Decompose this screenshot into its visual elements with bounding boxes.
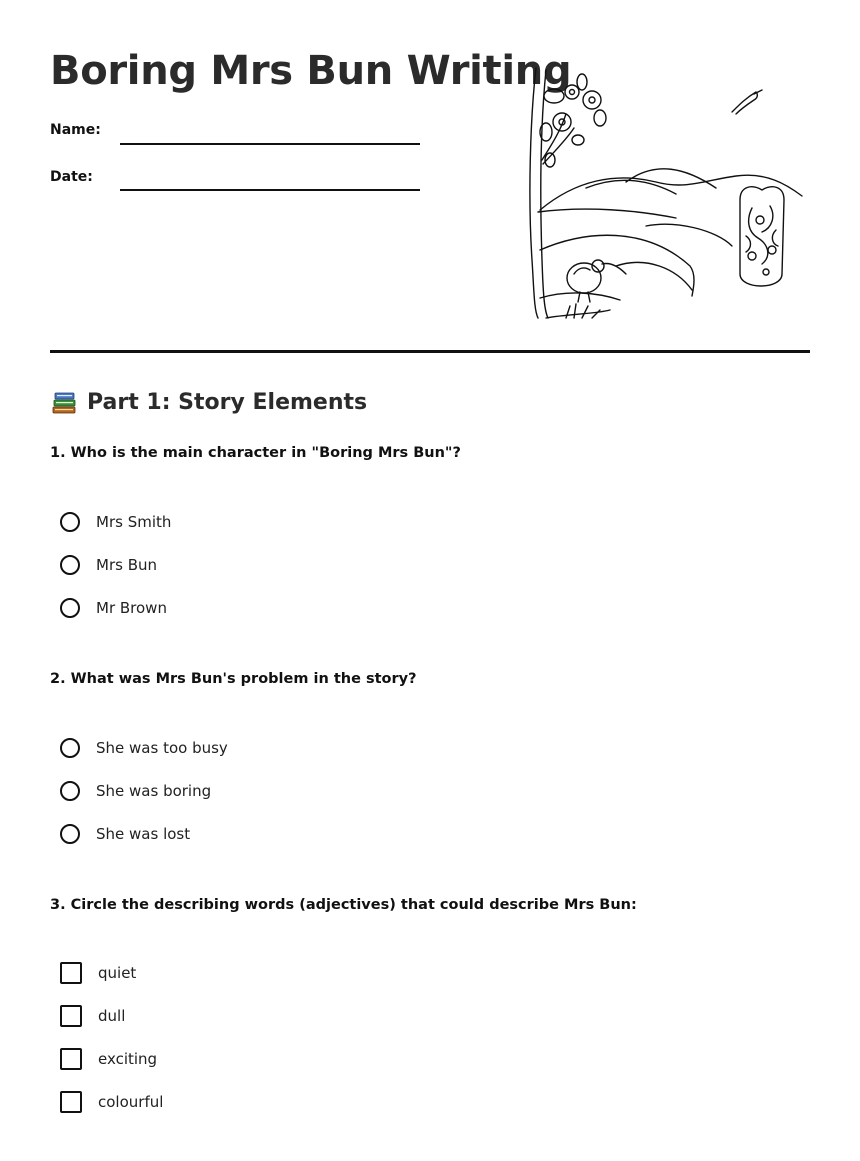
landscape-kiwi-illustration: [526, 60, 806, 322]
option-label: Mrs Bun: [96, 556, 157, 574]
q1-option-3[interactable]: [60, 595, 167, 621]
checkbox[interactable]: [60, 1048, 82, 1070]
section-title-text: Part 1: Story Elements: [87, 389, 368, 415]
q2-option-2[interactable]: [60, 778, 211, 804]
option-label: dull: [98, 1007, 126, 1025]
option-label: exciting: [98, 1050, 158, 1068]
checkbox[interactable]: [60, 1091, 82, 1113]
books-icon: [50, 388, 78, 416]
page-title: Boring Mrs Bun Writing: [50, 48, 572, 94]
option-label: Mrs Smith: [96, 513, 172, 531]
option-label: She was boring: [96, 782, 212, 800]
q2-option-1[interactable]: [60, 735, 228, 761]
radio-button[interactable]: [60, 598, 80, 618]
radio-button[interactable]: [60, 781, 80, 801]
q3-option-2[interactable]: [60, 1003, 125, 1029]
checkbox[interactable]: [60, 962, 82, 984]
option-label: She was lost: [96, 825, 191, 843]
date-field[interactable]: [120, 189, 420, 191]
date-label: Date:: [50, 169, 93, 185]
section-divider: [50, 350, 810, 353]
name-label: Name:: [50, 122, 101, 138]
q1-option-2[interactable]: [60, 552, 157, 578]
q2-option-3[interactable]: [60, 821, 190, 847]
question-2-text: 2. What was Mrs Bun's problem in the story?: [50, 671, 417, 687]
q3-option-4[interactable]: [60, 1089, 163, 1115]
question-3-text: 3. Circle the describing words (adjectives) that could describe Mrs Bun:: [50, 897, 637, 913]
radio-button[interactable]: [60, 555, 80, 575]
radio-button[interactable]: [60, 824, 80, 844]
option-label: Mr Brown: [96, 599, 167, 617]
question-1-text: 1. Who is the main character in "Boring Mrs Bun"?: [50, 445, 461, 461]
name-field[interactable]: [120, 143, 420, 145]
q3-option-1[interactable]: [60, 960, 136, 986]
option-label: quiet: [98, 964, 137, 982]
radio-button[interactable]: [60, 512, 80, 532]
option-label: She was too busy: [96, 739, 228, 757]
q3-option-3[interactable]: [60, 1046, 157, 1072]
radio-button[interactable]: [60, 738, 80, 758]
option-label: colourful: [98, 1093, 164, 1111]
section-title-part1: [50, 388, 367, 416]
q1-option-1[interactable]: [60, 509, 171, 535]
checkbox[interactable]: [60, 1005, 82, 1027]
